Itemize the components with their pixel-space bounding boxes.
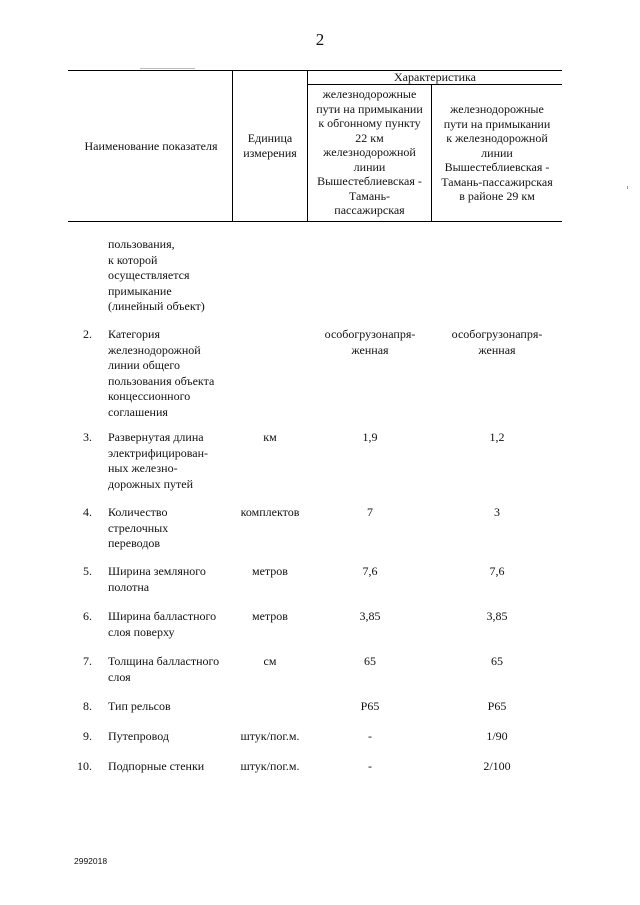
row-number: 6. xyxy=(83,609,92,623)
row-value-2: 1,2 xyxy=(489,430,505,444)
row-value-2: Р65 xyxy=(487,699,507,713)
header-name: Наименование показателя xyxy=(84,139,218,153)
row-unit: комплектов xyxy=(240,505,300,519)
row-value-1: - xyxy=(368,759,372,773)
row-value-1: 65 xyxy=(364,654,376,668)
row-name: Толщина балластного слоя xyxy=(108,654,220,684)
row-name: Ширина земляного полотна xyxy=(108,564,206,594)
header-sub2: железнодорожные пути на примыкании к железнодорожной линии Вышестеблиевская - Тамань-пассажирская в районе 29 км xyxy=(441,102,553,203)
row-number: 8. xyxy=(83,699,92,713)
row-number: 4. xyxy=(83,505,92,519)
row-number: 7. xyxy=(83,654,92,668)
row-value-2: 65 xyxy=(491,654,503,668)
row-value-1: 1,9 xyxy=(362,430,378,444)
row-value-2: особогрузонапря- женная xyxy=(451,327,543,357)
document-code: 2992018 xyxy=(74,856,108,866)
row-value-2: 2/100 xyxy=(483,759,511,773)
row-unit: штук/пог.м. xyxy=(240,759,300,773)
row-value-1: особогрузонапря- женная xyxy=(324,327,416,357)
row-value-1: 7,6 xyxy=(362,564,378,578)
row-value-2: 3 xyxy=(494,505,500,519)
row-number: 9. xyxy=(83,729,92,743)
row-unit: штук/пог.м. xyxy=(240,729,300,743)
row-value-1: Р65 xyxy=(360,699,380,713)
row-number: 5. xyxy=(83,564,92,578)
row-number: 10. xyxy=(77,759,92,773)
row-value-1: 7 xyxy=(367,505,373,519)
header-divider-1 xyxy=(232,70,233,221)
row-unit: метров xyxy=(252,609,288,623)
header-characteristic: Характеристика xyxy=(394,70,476,84)
row-value-1: - xyxy=(368,729,372,743)
row-value-2: 3,85 xyxy=(486,609,508,623)
row-number: 3. xyxy=(83,430,92,444)
scan-artifact xyxy=(140,68,195,69)
header-bottom-border xyxy=(68,221,562,222)
row-name: Тип рельсов xyxy=(108,699,171,713)
row-unit: метров xyxy=(252,564,288,578)
row-name: Количество стрелочных переводов xyxy=(108,505,169,550)
row-value-1: 3,85 xyxy=(359,609,381,623)
row-name: Подпорные стенки xyxy=(108,759,205,773)
row-unit: км xyxy=(263,430,277,444)
row-value-2: 7,6 xyxy=(489,564,505,578)
continuation-text: пользования, к которой осуществляется примыкание (линейный объект) xyxy=(108,237,205,313)
row-name: Категория железнодорожной линии общего пользования объекта концессионного соглашения xyxy=(108,327,215,419)
header-sub1: железнодорожные пути на примыкании к обгонному пункту 22 км железнодорожной линии Вышестеблиевская - Тамань- пассажирская xyxy=(316,87,423,217)
row-value-2: 1/90 xyxy=(486,729,508,743)
row-unit: см xyxy=(263,654,277,668)
page-number: 2 xyxy=(315,30,325,49)
scan-artifact xyxy=(627,186,628,189)
row-number: 2. xyxy=(83,327,92,341)
row-name: Ширина балластного слоя поверху xyxy=(108,609,217,639)
header-unit: Единица измерения xyxy=(243,131,297,160)
row-name: Путепровод xyxy=(108,729,170,743)
row-name: Развернутая длина электрифицирован- ных железно- дорожных путей xyxy=(108,430,209,491)
